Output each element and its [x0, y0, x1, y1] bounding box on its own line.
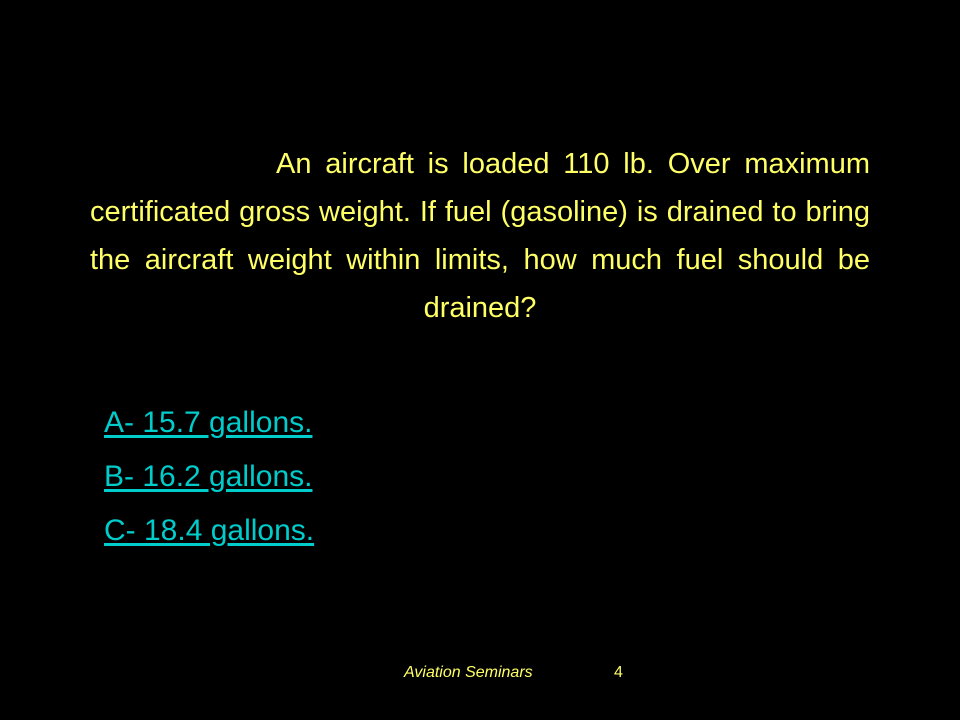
question-text: An aircraft is loaded 110 lb. Over maximum certificated gross weight. If fuel (gasoline) is drained to bring the aircraft weight within limits, how much fuel should be drained?	[90, 148, 870, 324]
answer-item-b	[104, 452, 314, 506]
footer-title: Aviation Seminars	[404, 664, 533, 681]
answer-list	[104, 398, 314, 560]
page-number: 4	[614, 664, 623, 681]
answer-a-link[interactable]: A- 15.7 gallons.	[104, 406, 313, 439]
answer-c-link[interactable]: C- 18.4 gallons.	[104, 514, 315, 547]
answer-b-link[interactable]: B- 16.2 gallons.	[104, 460, 313, 493]
answer-item-c	[104, 506, 314, 560]
answer-item-a	[104, 398, 314, 452]
